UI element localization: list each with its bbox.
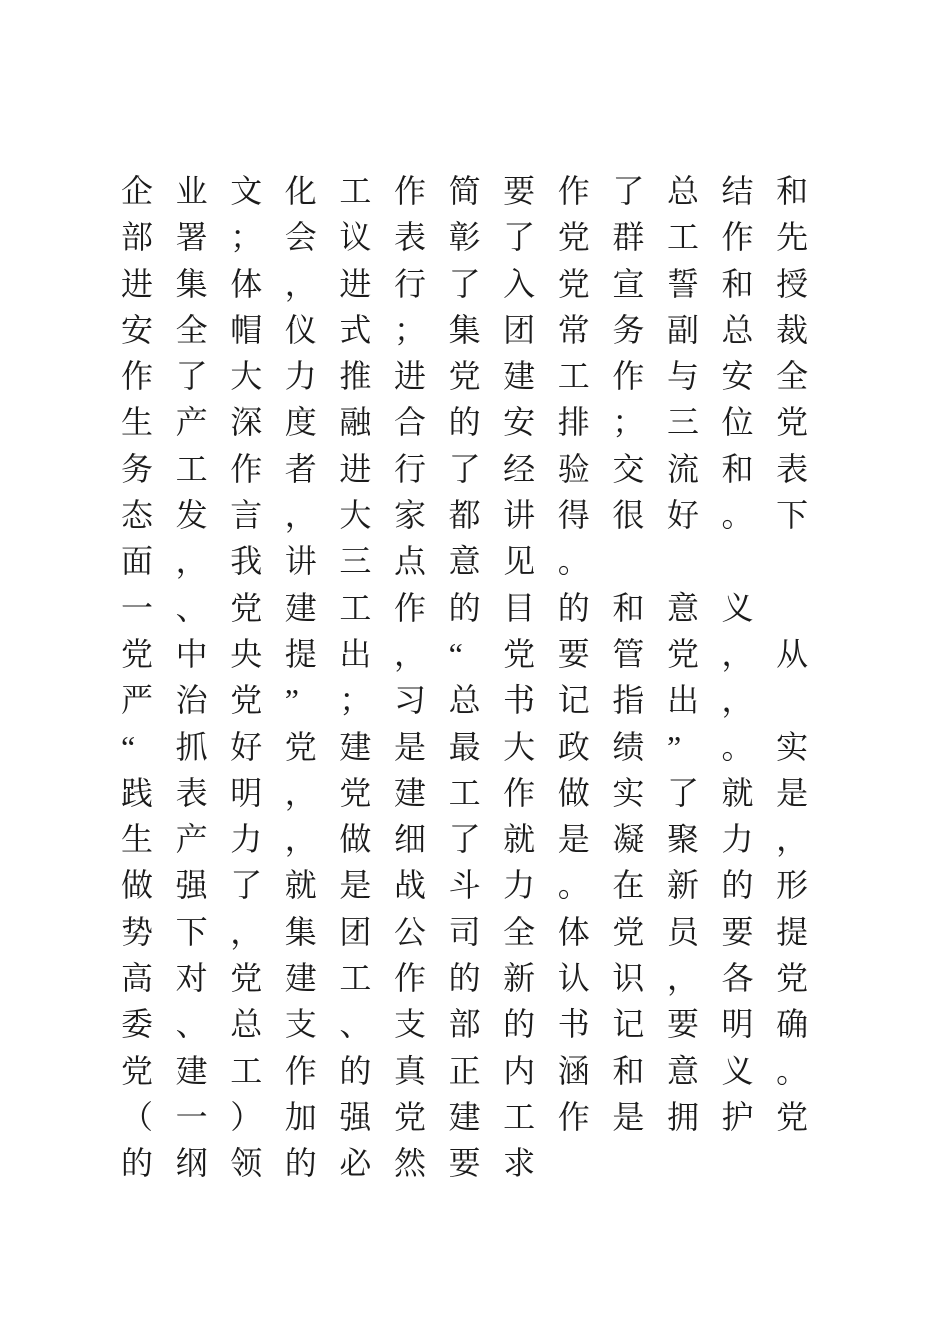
text-line: 生 产 深 度 融 合 的 安 排 ； 三 位 党 — [121, 404, 809, 441]
text-line: 企 业 文 化 工 作 简 要 作 了 总 结 和 — [121, 173, 809, 209]
text-line: 的 纲 领 的 必 然 要 求 — [121, 1145, 536, 1182]
text-line: 面 ， 我 讲 三 点 意 见 。 — [121, 543, 590, 580]
text-line: “ 抓 好 党 建 是 最 大 政 绩 ” 。 实 — [121, 728, 809, 765]
text-line: 做 强 了 就 是 战 斗 力 。 在 新 的 形 — [121, 867, 809, 904]
text-line: 势 下 ， 集 团 公 司 全 体 党 员 要 提 — [121, 913, 809, 950]
text-line: 进 集 体 ， 进 行 了 入 党 宣 誓 和 授 — [121, 265, 809, 302]
text-line: 严 治 党 ” ； 习 总 书 记 指 出 ， — [121, 682, 754, 719]
text-line: 高 对 党 建 工 作 的 新 认 识 ， 各 党 — [121, 960, 809, 997]
text-line: （ 一 ） 加 强 党 建 工 作 是 拥 护 党 — [121, 1098, 809, 1135]
text-line: 委 、 总 支 、 支 部 的 书 记 要 明 确 — [121, 1006, 809, 1043]
text-line: 党 建 工 作 的 真 正 内 涵 和 意 义 。 — [121, 1052, 809, 1089]
text-line: 一 、 党 建 工 作 的 目 的 和 意 义 — [121, 589, 754, 626]
text-line: 作 了 大 力 推 进 党 建 工 作 与 安 全 — [121, 358, 809, 395]
text-line: 部 署 ； 会 议 表 彰 了 党 群 工 作 先 — [121, 219, 809, 256]
document-text-block — [121, 168, 841, 1187]
text-line: 态 发 言 ， 大 家 都 讲 得 很 好 。 下 — [121, 497, 809, 534]
text-line: 党 中 央 提 出 ， “ 党 要 管 党 ， 从 — [121, 635, 809, 672]
text-line: 践 表 明 ， 党 建 工 作 做 实 了 就 是 — [121, 774, 809, 811]
text-line: 安 全 帽 仪 式 ； 集 团 常 务 副 总 裁 — [121, 311, 809, 348]
text-line: 生 产 力 ， 做 细 了 就 是 凝 聚 力 ， — [121, 821, 809, 858]
text-line: 务 工 作 者 进 行 了 经 验 交 流 和 表 — [121, 450, 809, 487]
